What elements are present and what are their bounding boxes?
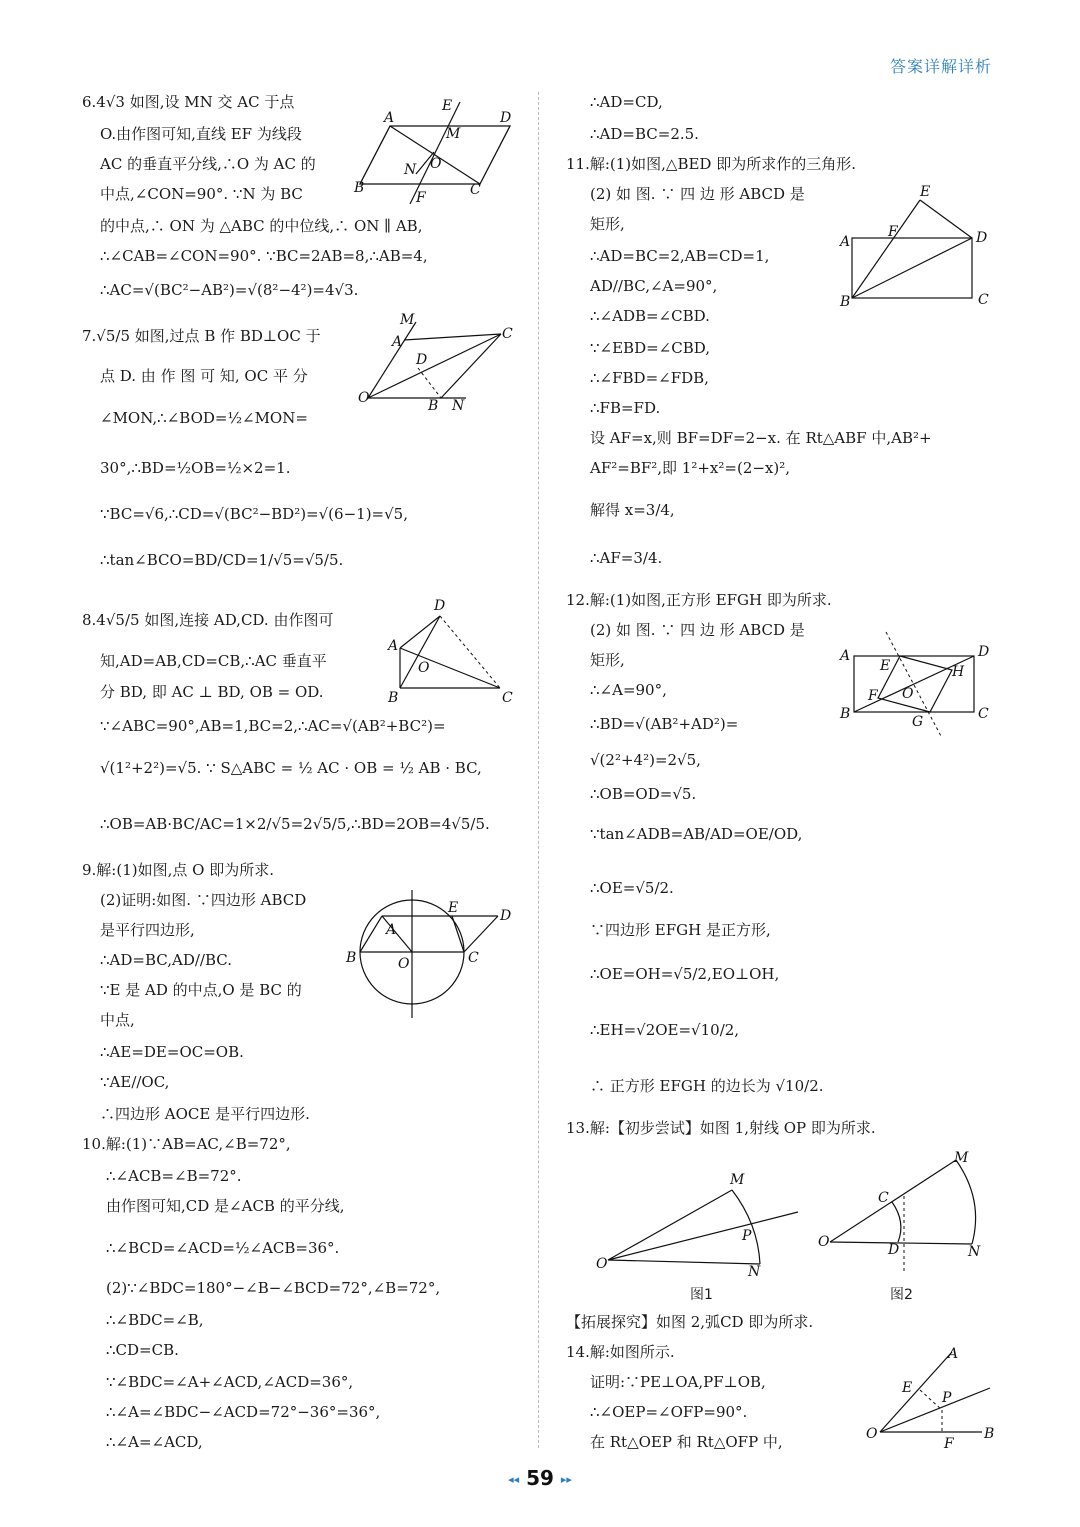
- solution-line: ∴∠ADB=∠CBD.: [590, 307, 710, 325]
- label-C: C: [470, 182, 481, 198]
- solution-line: 9.解:(1)如图,点 O 即为所求.: [82, 861, 274, 879]
- label-N: N: [968, 1244, 981, 1260]
- label-C: C: [978, 292, 989, 308]
- label-C: C: [878, 1190, 889, 1206]
- figure-9-circle: [342, 882, 522, 1022]
- solution-line: ∴BD=√(AB²+AD²)=: [590, 715, 739, 733]
- solution-line: ∴∠A=∠BDC−∠ACD=72°−36°=36°,: [106, 1403, 381, 1421]
- label-B: B: [354, 180, 365, 196]
- solution-line: 7.√5/5 如图,过点 B 作 BD⊥OC 于: [82, 327, 321, 345]
- solution-line: ∴∠A=90°,: [590, 681, 667, 699]
- figure-6-parallelogram: [350, 96, 520, 208]
- solution-line: 中点,: [100, 1011, 135, 1029]
- label-N: N: [748, 1264, 761, 1278]
- figure-13-2: [816, 1150, 996, 1280]
- solution-line: ∴∠A=∠ACD,: [106, 1433, 203, 1451]
- solution-line: (2) 如 图. ∵ 四 边 形 ABCD 是: [590, 185, 805, 203]
- label-M: M: [730, 1172, 745, 1188]
- solution-line: (2)∵∠BDC=180°−∠B−∠BCD=72°,∠B=72°,: [106, 1279, 441, 1297]
- solution-line: 是平行四边形,: [100, 921, 195, 939]
- label-A: A: [386, 922, 397, 938]
- solution-line: 矩形,: [590, 651, 625, 669]
- solution-line: ∴AD=BC=2.5.: [590, 125, 699, 143]
- header-title: 答案详解详析: [889, 57, 992, 76]
- label-A: A: [840, 234, 851, 250]
- page-prev-arrow: ◂◂: [508, 1473, 520, 1486]
- solution-line: ∵∠BDC=∠A+∠ACD,∠ACD=36°,: [106, 1373, 354, 1391]
- label-O: O: [418, 660, 430, 676]
- solution-line: ∴∠BDC=∠B,: [106, 1311, 204, 1329]
- label-E: E: [442, 98, 453, 114]
- label-B: B: [346, 950, 357, 966]
- label-M: M: [954, 1150, 969, 1166]
- solution-line: 解得 x=3/4,: [590, 501, 675, 519]
- label-B: B: [840, 294, 851, 310]
- solution-line: 14.解:如图所示.: [566, 1343, 675, 1361]
- label-F: F: [944, 1436, 954, 1452]
- solution-line: ∵四边形 EFGH 是正方形,: [590, 921, 771, 939]
- solution-line: 证明:∵PE⊥OA,PF⊥OB,: [590, 1373, 766, 1391]
- label-A: A: [388, 638, 399, 654]
- page-number-bar: [0, 1466, 1080, 1490]
- label-C: C: [978, 706, 989, 722]
- label-E: E: [902, 1380, 913, 1396]
- label-B: B: [428, 398, 439, 414]
- label-D: D: [888, 1242, 900, 1258]
- label-A: A: [392, 334, 403, 350]
- solution-line: ∴AE=DE=OC=OB.: [100, 1043, 244, 1061]
- page-next-arrow: ▸▸: [560, 1473, 572, 1486]
- solution-line: ∴CD=CB.: [106, 1341, 179, 1359]
- figure-11-rectangle: [836, 182, 996, 312]
- solution-line: AD//BC,∠A=90°,: [590, 277, 718, 295]
- label-D: D: [416, 352, 428, 368]
- solution-line: ∴ 正方形 EFGH 的边长为 √10/2.: [590, 1077, 824, 1095]
- solution-line: 由作图可知,CD 是∠ACB 的平分线,: [106, 1197, 345, 1215]
- solution-line: 的中点,∴ ON 为 △ABC 的中位线,∴ ON ∥ AB,: [100, 217, 423, 235]
- label-P: P: [742, 1228, 752, 1244]
- solution-line: 在 Rt△OEP 和 Rt△OFP 中,: [590, 1433, 783, 1451]
- label-F: F: [888, 224, 898, 240]
- label-H: H: [952, 664, 965, 680]
- solution-line: 点 D. 由 作 图 可 知, OC 平 分: [100, 367, 308, 385]
- solution-line: √(2²+4²)=2√5,: [590, 751, 701, 769]
- solution-line: 6.4√3 如图,设 MN 交 AC 于点: [82, 93, 295, 111]
- solution-line: AC 的垂直平分线,∴O 为 AC 的: [100, 155, 316, 173]
- label-G: G: [912, 714, 924, 730]
- solution-line: 中点,∠CON=90°. ∵N 为 BC: [100, 185, 303, 203]
- solution-line: 30°,∴BD=½OB=½×2=1.: [100, 459, 291, 477]
- label-O: O: [818, 1234, 830, 1250]
- label-C: C: [468, 950, 479, 966]
- label-B: B: [388, 690, 399, 706]
- label-O: O: [358, 390, 370, 406]
- label-M: M: [400, 312, 415, 328]
- label-F: F: [416, 190, 426, 206]
- solution-line: ∵BC=√6,∴CD=√(BC²−BD²)=√(6−1)=√5,: [100, 505, 408, 523]
- solution-line: ∵E 是 AD 的中点,O 是 BC 的: [100, 981, 302, 999]
- label-N: N: [452, 398, 465, 414]
- solution-line: ∴EH=√2OE=√10/2,: [590, 1021, 740, 1039]
- column-divider: [538, 92, 539, 1448]
- label-O: O: [596, 1256, 608, 1272]
- solution-line: √(1²+2²)=√5. ∵ S△ABC = ½ AC · OB = ½ AB · BC,: [100, 759, 482, 777]
- label-D: D: [500, 110, 512, 126]
- solution-line: ∴∠FBD=∠FDB,: [590, 369, 709, 387]
- solution-line: ∴AD=BC,AD//BC.: [100, 951, 232, 969]
- label-D: D: [978, 644, 990, 660]
- solution-line: ∴∠ACB=∠B=72°.: [106, 1167, 242, 1185]
- label-F: F: [868, 688, 878, 704]
- solution-line: ∵tan∠ADB=AB/AD=OE/OD,: [590, 825, 803, 843]
- figure-13-1-caption: 图1: [690, 1287, 713, 1303]
- figure-13-1: [592, 1168, 812, 1278]
- solution-line: 12.解:(1)如图,正方形 EFGH 即为所求.: [566, 591, 832, 609]
- solution-line: ∴AD=CD,: [590, 93, 663, 111]
- solution-line: (2)证明:如图. ∵四边形 ABCD: [100, 891, 307, 909]
- label-O: O: [398, 956, 410, 972]
- solution-line: ∴tan∠BCO=BD/CD=1/√5=√5/5.: [100, 551, 344, 569]
- label-D: D: [500, 908, 512, 924]
- solution-line: 知,AD=AB,CD=CB,∴AC 垂直平: [100, 652, 327, 670]
- solution-line: ∴FB=FD.: [590, 399, 661, 417]
- figure-13-2-caption: 图2: [890, 1287, 913, 1303]
- solution-line: 11.解:(1)如图,△BED 即为所求作的三角形.: [566, 155, 856, 173]
- solution-line: ∵AE//OC,: [100, 1073, 170, 1091]
- label-O: O: [866, 1426, 878, 1442]
- solution-line: ∵∠ABC=90°,AB=1,BC=2,∴AC=√(AB²+BC²)=: [100, 717, 446, 735]
- solution-line: ∴∠CAB=∠CON=90°. ∵BC=2AB=8,∴AB=4,: [100, 247, 428, 265]
- label-N: N: [404, 162, 417, 178]
- solution-line: ∴OB=AB·BC/AC=1×2/√5=2√5/5,∴BD=2OB=4√5/5.: [100, 815, 490, 833]
- solution-line: AF²=BF²,即 1²+x²=(2−x)²,: [590, 459, 791, 477]
- label-B: B: [840, 706, 851, 722]
- solution-line: 分 BD, 即 AC ⊥ BD, OB = OD.: [100, 683, 324, 701]
- label-A: A: [840, 648, 851, 664]
- label-A: A: [384, 110, 395, 126]
- solution-line: ∵∠EBD=∠CBD,: [590, 339, 711, 357]
- solution-line: 矩形,: [590, 215, 625, 233]
- label-D: D: [976, 230, 988, 246]
- solution-line: ∴四边形 AOCE 是平行四边形.: [100, 1105, 310, 1123]
- solution-line: ∴∠BCD=∠ACD=½∠ACB=36°.: [106, 1239, 340, 1257]
- figure-12-square-in-rectangle: [836, 626, 996, 746]
- figure-8-kite: [384, 596, 524, 708]
- solution-line: 13.解:【初步尝试】如图 1,射线 OP 即为所求.: [566, 1119, 876, 1137]
- label-D: D: [434, 598, 446, 614]
- label-E: E: [448, 900, 459, 916]
- solution-line: ∴OE=OH=√5/2,EO⊥OH,: [590, 965, 780, 983]
- figure-14: [862, 1344, 1002, 1454]
- figure-7-angle-bisector: [356, 310, 516, 420]
- label-B: B: [984, 1426, 995, 1442]
- label-C: C: [502, 690, 513, 706]
- solution-line: ∴AD=BC=2,AB=CD=1,: [590, 247, 770, 265]
- solution-line: ∴AF=3/4.: [590, 549, 663, 567]
- solution-line: 8.4√5/5 如图,连接 AD,CD. 由作图可: [82, 611, 334, 629]
- solution-line: ∴∠OEP=∠OFP=90°.: [590, 1403, 748, 1421]
- solution-line: ∠MON,∴∠BOD=½∠MON=: [100, 409, 308, 427]
- solution-line: ∴OE=√5/2.: [590, 879, 674, 897]
- label-A: A: [948, 1346, 959, 1362]
- solution-line: 10.解:(1)∵AB=AC,∠B=72°,: [82, 1135, 291, 1153]
- label-C: C: [502, 326, 513, 342]
- label-O: O: [430, 156, 442, 172]
- label-E: E: [880, 658, 891, 674]
- solution-line: ∴AC=√(BC²−AB²)=√(8²−4²)=4√3.: [100, 281, 359, 299]
- solution-line: ∴OB=OD=√5.: [590, 785, 697, 803]
- solution-line: 设 AF=x,则 BF=DF=2−x. 在 Rt△ABF 中,AB²+: [590, 429, 932, 447]
- label-E: E: [920, 184, 931, 200]
- label-P: P: [942, 1390, 952, 1406]
- solution-line: 【拓展探究】如图 2,弧CD 即为所求.: [566, 1313, 814, 1331]
- page-number: 59: [526, 1466, 554, 1490]
- label-O: O: [902, 686, 914, 702]
- solution-line: O.由作图可知,直线 EF 为线段: [100, 125, 302, 143]
- label-M: M: [446, 126, 461, 142]
- solution-line: (2) 如 图. ∵ 四 边 形 ABCD 是: [590, 621, 805, 639]
